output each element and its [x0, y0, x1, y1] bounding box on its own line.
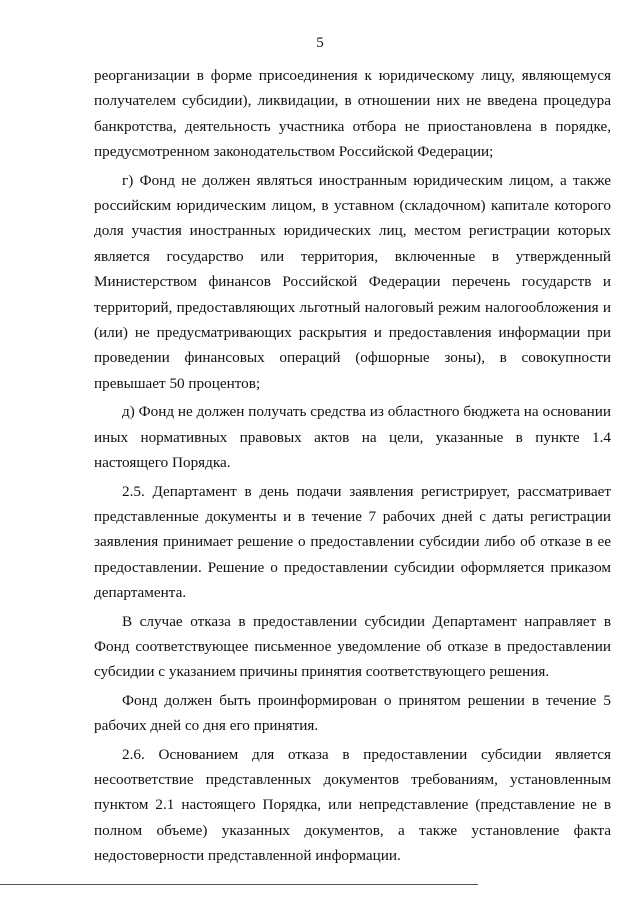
paragraph-refusal-notice: В случае отказа в предоставлении субсидии Департамент направляет в Фонд соответствующее письменное уведомление об отказе в предоставлении субсидии с указанием причины принятия соответствующего решения. — [94, 612, 611, 681]
paragraph-item-d: д) Фонд не должен получать средства из областного бюджета на основании иных нормативных правовых актов на цели, указанные в пункте 1.4 настоящего Порядка. — [94, 403, 611, 472]
paragraph-fund-informed: Фонд должен быть проинформирован о принятом решении в течение 5 рабочих дней со дня его принятия. — [94, 691, 611, 735]
page-number: 5 — [316, 35, 324, 51]
paragraph-section-2-6: 2.6. Основанием для отказа в предоставлении субсидии является несоответствие представленных документов требованиям, установленным пунктом 2.1 настоящего Порядка, или непредставление (представление не в полном объеме) указанных документов, а также установление факта недостоверности представленной информации. — [94, 745, 611, 865]
paragraph-continuation: реорганизации в форме присоединения к юридическому лицу, являющемуся получателем субсидии), ликвидации, в отношении них не введена процедура банкротства, деятельность участника отбора не приостановлена в порядке, предусмотренном законодательством Российской Федерации; — [94, 67, 611, 161]
document-body — [94, 63, 611, 869]
paragraph-section-2-5: 2.5. Департамент в день подачи заявления регистрирует, рассматривает представленные документы и в течение 7 рабочих дней с даты регистрации заявления принимает решение о предоставлении субсидии либо об отказе в ее предоставлении. Решение о предоставлении субсидии оформляется приказом департамента. — [94, 482, 611, 602]
bottom-divider — [0, 884, 478, 885]
paragraph-item-g: г) Фонд не должен являться иностранным юридическим лицом, а также российским юридическим лицом, в уставном (складочном) капитале которого доля участия иностранных юридических лиц, местом регистрации которых является государство или территория, включенные в утвержденный Министерством финансов Российской Федерации перечень государств и территорий, предоставляющих льготный налоговый режим налогообложения и (или) не предусматривающих раскрытия и предоставления информации при проведении финансовых операций (офшорные зоны), в совокупности превышает 50 процентов; — [94, 171, 611, 392]
